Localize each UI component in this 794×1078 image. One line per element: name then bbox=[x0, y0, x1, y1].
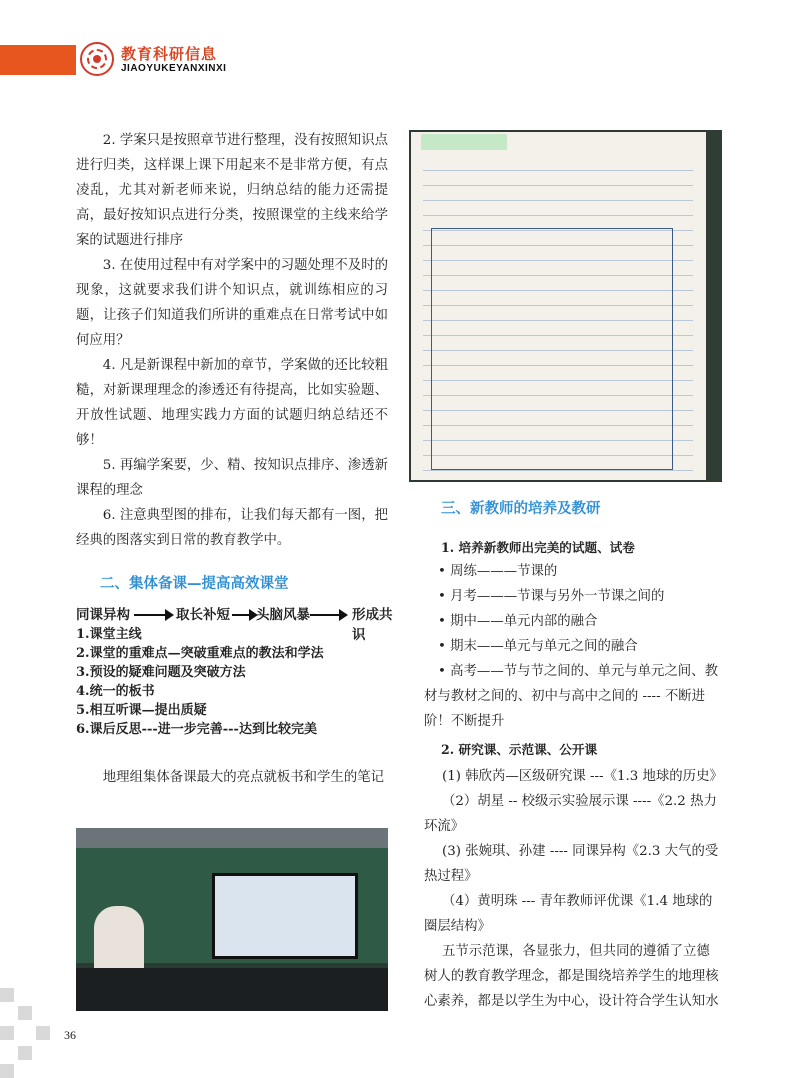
course-items bbox=[424, 764, 722, 1014]
section-heading-new-teachers: 三、新教师的培养及教研 bbox=[441, 501, 601, 517]
flow-arrow-icon bbox=[134, 614, 172, 616]
list-item: （2）胡星 -- 校级示实验展示课 ----《2.2 热力环流》 bbox=[424, 794, 717, 834]
highlight-paragraph bbox=[76, 765, 388, 790]
lesson-prep-list bbox=[76, 625, 386, 739]
paragraph: 6. 注意典型图的排布，让我们每天都有一图，把经典的图落实到日常的教育教学中。 bbox=[76, 508, 388, 548]
flow-arrow-icon bbox=[310, 614, 346, 616]
list-item: • 月考———节课与另外一节课之间的 bbox=[438, 589, 665, 604]
photo-notes-highlight bbox=[421, 134, 507, 150]
list-item: • 高考——节与节之间的、单元与单元之间、教材与教材之间的、初中与高中之间的 ---- 不断进阶！不断提升 bbox=[424, 664, 718, 729]
list-item: • 期末——单元与单元之间的融合 bbox=[438, 639, 638, 654]
list-item: 4.统一的板书 bbox=[76, 684, 155, 699]
flow-step: 取长补短 bbox=[176, 607, 230, 623]
list-item: • 周练———节课的 bbox=[438, 564, 558, 579]
page-number: 36 bbox=[64, 1028, 76, 1042]
paragraph: 5. 再编学案要，少、精、按知识点排序、渗透新课程的理念 bbox=[76, 458, 388, 498]
flow-step: 头脑风暴 bbox=[256, 607, 310, 623]
student-notes-photo bbox=[409, 130, 722, 482]
list-item: 6.课后反思---进一步完善---达到比较完美 bbox=[76, 722, 317, 737]
subheading: 1. 培养新教师出完美的试题、试卷 bbox=[441, 540, 635, 555]
exam-list bbox=[441, 538, 723, 558]
paragraph: 3. 在使用过程中有对学案中的习题处理不及时的现象，这就要求我们讲个知识点，就训练相应的习题，让孩子们知道我们所讲的重难点在日常考试中如何应用？ bbox=[76, 258, 388, 348]
paragraph: 2. 学案只是按照章节进行整理，没有按照知识点进行归类，这样课上课下用起来不是非常方便，有点凌乱，尤其对新老师来说，归纳总结的能力还需提高，最好按知识点进行分类，按照课堂的主线来给学案的试题进行排序 bbox=[76, 133, 388, 248]
subheading: 2. 研究课、示范课、公开课 bbox=[441, 742, 598, 757]
paragraph: 4. 凡是新课程中新加的章节，学案做的还比较粗糙，对新课理理念的渗透还有待提高，比如实验题、开放性试题、地理实践力方面的试题归纳总结还不够！ bbox=[76, 358, 388, 448]
list-item: 1.课堂主线 bbox=[76, 627, 142, 642]
course-list-heading bbox=[441, 740, 723, 760]
section-heading-collective-prep: 二、集体备课—提高高效课堂 bbox=[100, 576, 289, 592]
exam-items bbox=[424, 559, 722, 734]
list-item: (3) 张婉琪、孙建 ---- 同课异构《2.3 大气的受热过程》 bbox=[424, 844, 719, 884]
journal-logo-icon bbox=[80, 42, 114, 76]
list-item: • 期中——单元内部的融合 bbox=[438, 614, 598, 629]
list-item: 3.预设的疑难问题及突破方法 bbox=[76, 665, 246, 680]
list-item: (1) 韩欣芮—区级研究课 ---《1.3 地球的历史》 bbox=[442, 769, 723, 784]
photo-ceiling bbox=[76, 828, 388, 848]
photo-students bbox=[76, 968, 388, 1011]
journal-title: 教育科研信息 bbox=[121, 45, 218, 63]
list-item: 5.相互听课—提出质疑 bbox=[76, 703, 207, 718]
paragraph: 五节示范课，各显张力，但共同的遵循了立德树人的教育教学理念，都是围绕培养学生的地理核心素养，都是以学生为中心，设计符合学生认知水 bbox=[424, 944, 719, 1009]
photo-projector-screen bbox=[212, 873, 358, 959]
photo-notes-table bbox=[431, 228, 673, 470]
flow-step: 同课异构 bbox=[76, 607, 130, 623]
corner-decoration bbox=[0, 968, 70, 1078]
photo-notebook-edge bbox=[706, 130, 722, 482]
list-item: （4）黄明珠 --- 青年教师评优课《1.4 地球的圈层结构》 bbox=[424, 894, 713, 934]
header-accent-bar bbox=[0, 45, 76, 75]
left-column-text bbox=[76, 128, 388, 553]
classroom-photo bbox=[76, 828, 388, 1011]
journal-subtitle: JIAOYUKEYANXINXI bbox=[121, 63, 227, 74]
flow-step: 形成共识 bbox=[352, 607, 393, 643]
list-item: 2.课堂的重难点—突破重难点的教法和学法 bbox=[76, 646, 324, 661]
paragraph: 地理组集体备课最大的亮点就板书和学生的笔记 bbox=[102, 770, 384, 785]
flow-arrow-icon bbox=[232, 614, 256, 616]
